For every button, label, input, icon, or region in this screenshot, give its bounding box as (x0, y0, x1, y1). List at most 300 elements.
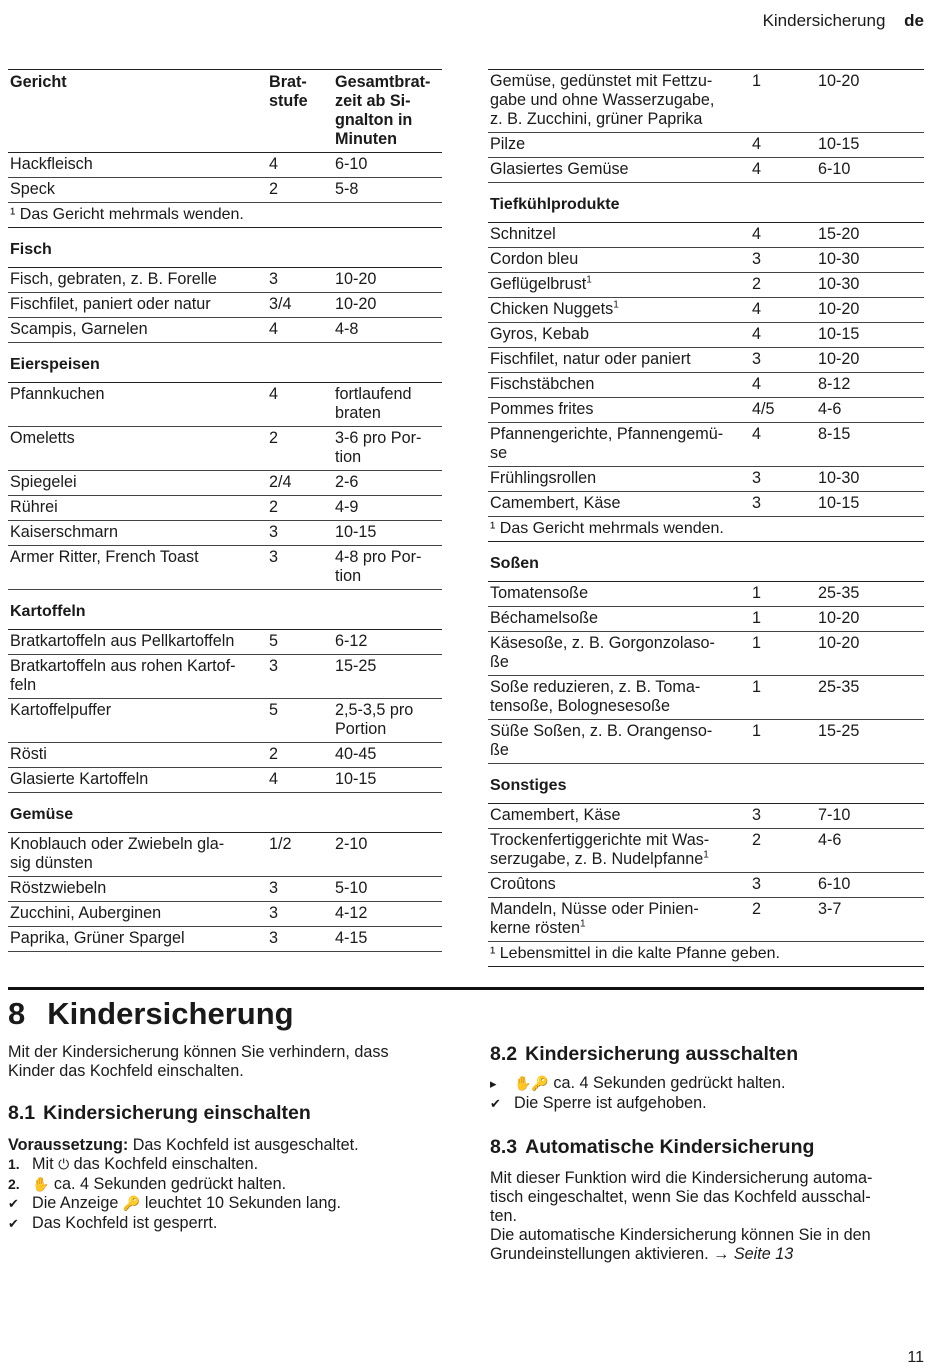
dish-cell-text: Soße reduzieren, z. B. Toma- tensoße, Bolognesesoße (490, 678, 701, 715)
level-cell (750, 467, 816, 492)
time-cell (816, 873, 924, 898)
dish-cell-text: Bratkartoffeln aus Pellkartoffeln (10, 632, 235, 650)
level-cell-text: 1 (752, 72, 762, 90)
level-cell-text: 3 (269, 929, 279, 947)
level-cell (267, 471, 333, 496)
dish-cell (8, 927, 267, 952)
arrow-icon: → (713, 1245, 730, 1263)
table-row (488, 467, 924, 492)
time-cell (816, 720, 924, 764)
level-cell (750, 804, 816, 829)
col-header-dish: Gericht (8, 70, 267, 153)
footnote-row (488, 942, 924, 967)
section-title-text: Kindersicherung ausschalten (525, 1043, 799, 1065)
time-cell-text: 10-15 (335, 523, 377, 541)
table-row (488, 829, 924, 873)
item-text: das Kochfeld einschalten. (69, 1155, 259, 1173)
level-cell (267, 268, 333, 293)
dish-cell-text: Croûtons (490, 875, 556, 893)
table-row (8, 743, 442, 768)
time-cell (333, 521, 442, 546)
time-cell (816, 70, 924, 133)
time-cell-text: 2,5-3,5 pro Portion (335, 701, 414, 738)
table-row (8, 471, 442, 496)
level-cell-text: 1 (752, 634, 762, 652)
level-cell-text: 3 (269, 548, 279, 566)
col-header-time: Gesamtbrat- zeit ab Si- gnalton in Minuten (333, 70, 442, 153)
dish-cell (488, 398, 750, 423)
level-cell-text: 3 (752, 469, 762, 487)
level-cell-text: 5 (269, 701, 279, 719)
chapter-title (8, 996, 294, 1032)
level-cell-text: 3 (269, 523, 279, 541)
header-section: Kindersicherung (762, 11, 886, 30)
time-cell (816, 492, 924, 517)
level-cell (267, 699, 333, 743)
level-cell-text: 3 (752, 250, 762, 268)
list-item (8, 1155, 448, 1175)
time-cell (816, 632, 924, 676)
footnote-text: ¹ Das Gericht mehrmals wenden. (8, 203, 442, 228)
table-row (8, 318, 442, 343)
level-cell (267, 521, 333, 546)
dish-cell (488, 582, 750, 607)
section-title-text: Automatische Kindersicherung (525, 1136, 815, 1158)
dish-cell-text: Bratkartoffeln aus rohen Kartof- feln (10, 657, 236, 694)
level-cell (750, 829, 816, 873)
dish-cell-text: Knoblauch oder Zwiebeln gla- sig dünsten (10, 835, 225, 872)
level-cell-text: 3/4 (269, 295, 292, 313)
table-row (8, 655, 442, 699)
time-cell (816, 676, 924, 720)
table-body (8, 153, 442, 952)
table-row (488, 873, 924, 898)
time-cell (333, 833, 442, 877)
level-cell-text: 4 (752, 325, 762, 343)
dish-cell (8, 471, 267, 496)
time-cell-text: 4-15 (335, 929, 368, 947)
time-cell-text: 10-15 (818, 135, 860, 153)
category-row (488, 183, 924, 223)
category-title: Tiefkühlprodukte (488, 183, 924, 223)
footnote-text: ¹ Das Gericht mehrmals wenden. (488, 517, 924, 542)
level-cell (750, 133, 816, 158)
time-cell-text: 40-45 (335, 745, 377, 763)
section-8-2 (490, 1043, 920, 1113)
item-text: ca. 4 Sekunden gedrückt halten. (49, 1174, 287, 1193)
frying-table-right (488, 69, 924, 967)
level-cell (750, 348, 816, 373)
table-row (488, 423, 924, 467)
time-cell-text: 10-20 (818, 300, 860, 318)
time-cell-text: 10-30 (818, 250, 860, 268)
time-cell (333, 630, 442, 655)
time-cell-text: 10-20 (818, 634, 860, 652)
dish-cell (8, 383, 267, 427)
time-cell-text: 10-15 (818, 494, 860, 512)
level-cell (750, 273, 816, 298)
table-row (8, 153, 442, 178)
steps-list (8, 1155, 448, 1233)
dish-cell-text: Pilze (490, 135, 526, 153)
table-row (8, 178, 442, 203)
time-cell-text: 6-12 (335, 632, 368, 650)
time-cell (816, 348, 924, 373)
dish-cell (8, 743, 267, 768)
category-row (8, 590, 442, 630)
level-cell-text: 4 (752, 225, 762, 243)
table-row (8, 546, 442, 590)
dish-cell (8, 902, 267, 927)
time-cell-text: 15-20 (818, 225, 860, 243)
dish-cell (488, 804, 750, 829)
dish-cell-text: Mandeln, Nüsse oder Pinien- kerne rösten (490, 900, 699, 937)
level-cell-text: 1 (752, 722, 762, 740)
dish-cell (488, 829, 750, 873)
time-cell-text: 15-25 (335, 657, 377, 675)
category-row (488, 764, 924, 804)
time-cell (333, 699, 442, 743)
table-row (8, 268, 442, 293)
key-icon: 🔑 (122, 1195, 141, 1211)
level-cell-text: 2 (269, 745, 279, 763)
time-cell-text: 4-12 (335, 904, 368, 922)
time-cell (333, 768, 442, 793)
time-cell (333, 655, 442, 699)
dish-cell (8, 268, 267, 293)
dish-cell-text: Scampis, Garnelen (10, 320, 148, 338)
table-row (8, 833, 442, 877)
table-row (8, 927, 442, 952)
time-cell-text: 4-6 (818, 831, 842, 849)
level-cell-text: 2/4 (269, 473, 292, 491)
time-cell (816, 298, 924, 323)
time-cell-text: 2-6 (335, 473, 359, 491)
prerequisite-label: Voraussetzung: (8, 1136, 129, 1154)
item-text: leuchtet 10 Sekunden lang. (140, 1194, 342, 1212)
time-cell-text: 10-20 (818, 609, 860, 627)
table-row (488, 323, 924, 348)
level-cell (267, 546, 333, 590)
dish-cell (488, 133, 750, 158)
dish-cell (488, 248, 750, 273)
level-cell-text: 2 (269, 429, 279, 447)
steps-list (490, 1074, 920, 1113)
dish-cell-text: Fischfilet, paniert oder natur (10, 295, 211, 313)
left-column (8, 69, 442, 952)
dish-cell-text: Süße Soßen, z. B. Orangenso- ße (490, 722, 713, 759)
list-item (8, 1214, 448, 1234)
time-cell (816, 398, 924, 423)
table-row (8, 630, 442, 655)
step-text: ca. 4 Sekunden gedrückt halten. (548, 1074, 786, 1092)
dish-cell (488, 298, 750, 323)
level-cell (267, 427, 333, 471)
section-number: 8.2 (490, 1043, 518, 1065)
level-cell (750, 582, 816, 607)
chapter-intro: Mit der Kindersicherung können Sie verhindern, dass Kinder das Kochfeld einschalten. (8, 1043, 389, 1080)
frying-table-left (8, 69, 442, 952)
level-cell-text: 1 (752, 678, 762, 696)
check-icon: ✔ (8, 1215, 19, 1231)
level-cell-text: 3 (752, 494, 762, 512)
dish-cell-text: Rösti (10, 745, 47, 763)
dish-cell (8, 293, 267, 318)
level-cell (267, 833, 333, 877)
dish-cell-text: Glasierte Kartoffeln (10, 770, 149, 788)
time-cell (816, 582, 924, 607)
section-8-1 (8, 1102, 448, 1233)
time-cell-text: 10-30 (818, 469, 860, 487)
category-row (488, 542, 924, 582)
time-cell-text: 8-12 (818, 375, 851, 393)
time-cell (816, 804, 924, 829)
time-cell-text: 6-10 (818, 160, 851, 178)
level-cell-text: 4 (752, 300, 762, 318)
level-cell (267, 178, 333, 203)
section-title (8, 1102, 448, 1125)
table-row (8, 496, 442, 521)
level-cell-text: 2 (269, 180, 279, 198)
level-cell (267, 902, 333, 927)
dish-cell (8, 427, 267, 471)
time-cell-text: 4-8 (335, 320, 359, 338)
dish-cell (488, 467, 750, 492)
hand-icon: ✋ (32, 1175, 50, 1192)
dish-cell (488, 373, 750, 398)
dish-cell-text: Béchamelsoße (490, 609, 598, 627)
page-link[interactable]: Seite 13 (733, 1245, 794, 1263)
table-row (8, 902, 442, 927)
level-cell-text: 4/5 (752, 400, 775, 418)
prerequisite (8, 1136, 448, 1155)
time-cell (816, 607, 924, 632)
dish-cell-text: Spiegelei (10, 473, 77, 491)
level-cell-text: 3 (269, 657, 279, 675)
table-row (8, 383, 442, 427)
dish-cell (8, 655, 267, 699)
dish-cell (488, 632, 750, 676)
dish-cell-text: Fischfilet, natur oder paniert (490, 350, 691, 368)
level-cell-text: 1 (752, 609, 762, 627)
time-cell-text: 5-8 (335, 180, 359, 198)
time-cell-text: 6-10 (335, 155, 368, 173)
level-cell (750, 607, 816, 632)
dish-cell (488, 348, 750, 373)
dish-cell-text: Röstzwiebeln (10, 879, 107, 897)
category-title: Kartoffeln (8, 590, 442, 630)
table-row (488, 70, 924, 133)
dish-cell (8, 178, 267, 203)
time-cell (333, 743, 442, 768)
level-cell (267, 153, 333, 178)
dish-cell-text: Camembert, Käse (490, 494, 621, 512)
dish-cell-text: Frühlingsrollen (490, 469, 597, 487)
level-cell-text: 3 (269, 270, 279, 288)
level-cell (267, 318, 333, 343)
paragraph (490, 1226, 924, 1264)
dish-cell-text: Gemüse, gedünstet mit Fettzu- gabe und ohne Wasserzugabe, z. B. Zucchini, grüner Paprika (490, 72, 715, 128)
table-row (488, 373, 924, 398)
header-language: de (904, 11, 924, 30)
dish-cell (488, 676, 750, 720)
category-title: Eierspeisen (8, 343, 442, 383)
section-number: 8.1 (8, 1102, 36, 1124)
dish-cell-text: Hackfleisch (10, 155, 93, 173)
time-cell (333, 318, 442, 343)
level-cell-text: 3 (752, 806, 762, 824)
dish-cell (8, 833, 267, 877)
dish-cell-text: Pfannengerichte, Pfannengemü- se (490, 425, 724, 462)
level-cell-text: 4 (752, 160, 762, 178)
level-cell-text: 4 (752, 425, 762, 443)
footnote-row (488, 517, 924, 542)
level-cell (267, 293, 333, 318)
dish-cell (8, 699, 267, 743)
time-cell (333, 546, 442, 590)
category-title: Soßen (488, 542, 924, 582)
time-cell-text: 25-35 (818, 584, 860, 602)
dish-cell (488, 873, 750, 898)
step-number: 2. (8, 1175, 20, 1192)
level-cell (750, 676, 816, 720)
time-cell (816, 467, 924, 492)
level-cell (267, 743, 333, 768)
section-title-text: Kindersicherung einschalten (43, 1102, 311, 1124)
time-cell-text: 10-20 (335, 295, 377, 313)
dish-cell (488, 323, 750, 348)
level-cell-text: 3 (269, 879, 279, 897)
dish-cell-text: Omeletts (10, 429, 75, 447)
time-cell-text: 4-9 (335, 498, 359, 516)
dish-cell-text: Rührei (10, 498, 58, 516)
time-cell-text: 10-20 (818, 72, 860, 90)
dish-cell-text: Armer Ritter, French Toast (10, 548, 199, 566)
level-cell-text: 4 (269, 770, 279, 788)
level-cell (750, 248, 816, 273)
level-cell (750, 632, 816, 676)
level-cell (750, 70, 816, 133)
level-cell (267, 655, 333, 699)
level-cell (267, 768, 333, 793)
footnote-text: ¹ Lebensmittel in die kalte Pfanne geben. (488, 942, 924, 967)
level-cell-text: 3 (752, 350, 762, 368)
time-cell-text: 10-15 (818, 325, 860, 343)
time-cell-text: 8-15 (818, 425, 851, 443)
table-row (488, 348, 924, 373)
dish-cell-text: Kartoffelpuffer (10, 701, 112, 719)
paragraph-text: Die automatische Kindersicherung können Sie in den Grundeinstellungen aktivieren. (490, 1226, 871, 1263)
level-cell-text: 2 (752, 900, 762, 918)
section-title (490, 1043, 920, 1066)
time-cell (333, 427, 442, 471)
dish-cell-text: Gyros, Kebab (490, 325, 589, 343)
level-cell (750, 898, 816, 942)
dish-cell-text: Zucchini, Auberginen (10, 904, 162, 922)
level-cell-text: 1/2 (269, 835, 292, 853)
category-title: Fisch (8, 228, 442, 268)
dish-cell (8, 877, 267, 902)
time-cell-text: 10-15 (335, 770, 377, 788)
category-row (8, 793, 442, 833)
result-text: Die Sperre ist aufgehoben. (514, 1093, 707, 1112)
paragraph: Mit dieser Funktion wird die Kindersicherung automa- tisch eingeschaltet, wenn Sie das Kochfeld ausschal- ten. (490, 1169, 873, 1225)
table-row (8, 768, 442, 793)
table-row (488, 298, 924, 323)
level-cell-text: 4 (269, 385, 279, 403)
level-cell (750, 423, 816, 467)
level-cell-text: 2 (269, 498, 279, 516)
level-cell-text: 2 (752, 275, 762, 293)
dish-cell-text: Cordon bleu (490, 250, 579, 268)
level-cell (267, 630, 333, 655)
time-cell (333, 268, 442, 293)
table-row (488, 492, 924, 517)
dish-cell-text: Camembert, Käse (490, 806, 621, 824)
time-cell (816, 273, 924, 298)
dish-cell-text: Glasiertes Gemüse (490, 160, 629, 178)
dish-cell-text: Trockenfertiggerichte mit Was- serzugabe, z. B. Nudelpfanne (490, 831, 710, 868)
level-cell-text: 2 (752, 831, 762, 849)
power-icon: ⏻ (58, 1156, 70, 1172)
dish-cell (488, 898, 750, 942)
table-row (488, 632, 924, 676)
table-header-row (8, 70, 442, 153)
item-text: Das Kochfeld ist gesperrt. (32, 1213, 218, 1232)
level-cell (750, 223, 816, 248)
section-title (490, 1136, 924, 1159)
level-cell (267, 877, 333, 902)
page-number: 11 (907, 1349, 924, 1366)
dish-cell-text: Geflügelbrust (490, 275, 587, 293)
table-row (488, 898, 924, 942)
check-icon: ✔ (8, 1196, 19, 1211)
category-title: Sonstiges (488, 764, 924, 804)
time-cell (816, 223, 924, 248)
time-cell (816, 323, 924, 348)
dish-cell-text: Paprika, Grüner Spargel (10, 929, 185, 947)
table-row (488, 248, 924, 273)
item-text: Die Anzeige (32, 1194, 123, 1212)
level-cell (750, 492, 816, 517)
level-cell-text: 4 (752, 135, 762, 153)
dish-cell-text: Fischstäbchen (490, 375, 595, 393)
level-cell-text: 5 (269, 632, 279, 650)
time-cell (816, 158, 924, 183)
footnote-row (8, 203, 442, 228)
table-row (8, 699, 442, 743)
item-text: Mit (32, 1155, 59, 1173)
time-cell-text: 10-20 (818, 350, 860, 368)
footnote-marker: 1 (703, 849, 709, 861)
dish-cell-text: Pommes frites (490, 400, 594, 418)
category-row (8, 343, 442, 383)
col-header-level: Brat- stufe (267, 70, 333, 153)
category-row (8, 228, 442, 268)
hand-key-icon: ✋🔑 (514, 1075, 549, 1091)
dish-cell (8, 496, 267, 521)
time-cell (816, 423, 924, 467)
footnote-marker: 1 (586, 274, 592, 286)
dish-cell (8, 153, 267, 178)
prerequisite-text: Das Kochfeld ist ausgeschaltet. (128, 1136, 359, 1154)
dish-cell-text: Käsesoße, z. B. Gorgonzolaso- ße (490, 634, 715, 671)
time-cell (816, 898, 924, 942)
time-cell (333, 178, 442, 203)
right-column (488, 69, 924, 967)
time-cell-text: fortlaufend braten (335, 385, 412, 422)
dish-cell (8, 630, 267, 655)
